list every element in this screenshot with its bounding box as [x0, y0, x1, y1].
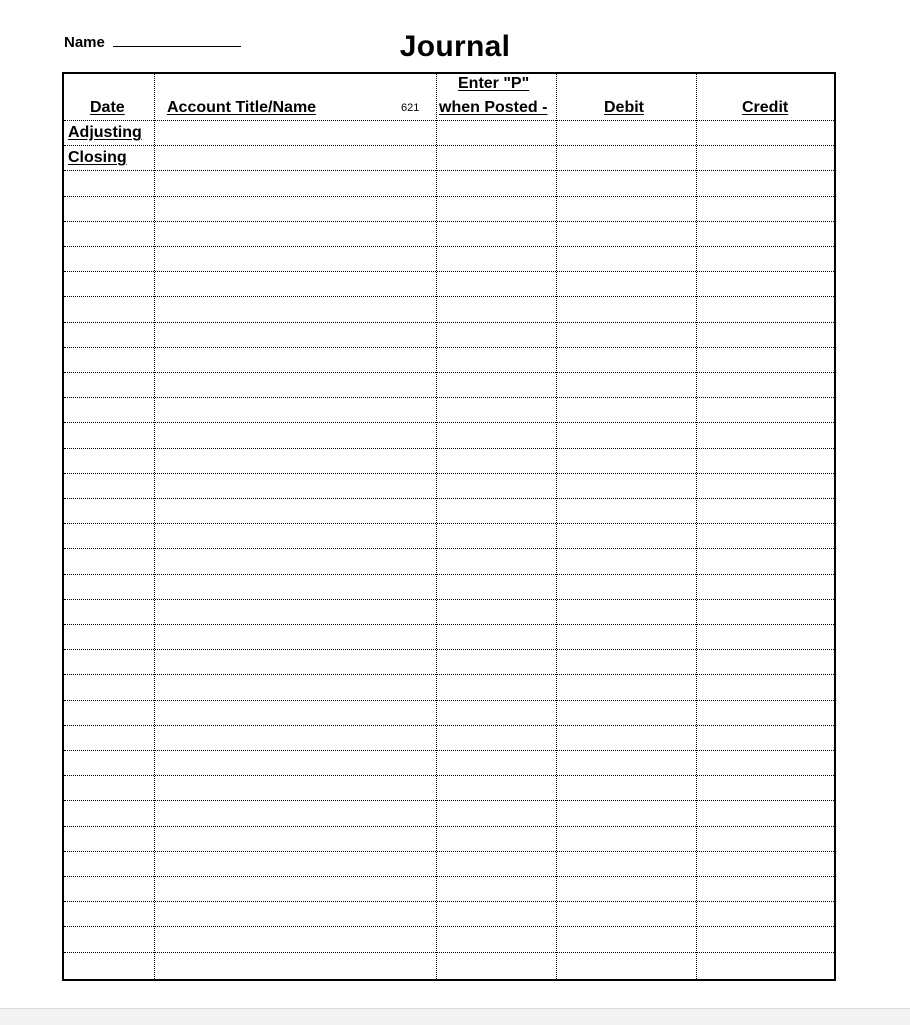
journal-row-rule: [64, 674, 834, 675]
journal-row-rule: [64, 800, 834, 801]
row-label-closing: Closing: [68, 149, 127, 166]
journal-row-rule: [64, 246, 834, 247]
name-label: Name: [64, 34, 105, 51]
journal-row-rule: [64, 120, 834, 121]
journal-row-rule: [64, 322, 834, 323]
journal-row-rule: [64, 448, 834, 449]
journal-row-rule: [64, 372, 834, 373]
journal-row-rule: [64, 851, 834, 852]
journal-row-rule: [64, 876, 834, 877]
journal-row-rule: [64, 347, 834, 348]
journal-row-rule: [64, 145, 834, 146]
journal-row-rule: [64, 926, 834, 927]
journal-row-rule: [64, 196, 834, 197]
column-header-posted-line2: when Posted -: [439, 99, 548, 116]
bottom-scroll-area: [0, 1008, 910, 1025]
column-header-date: Date: [90, 99, 125, 116]
journal-row-rule: [64, 649, 834, 650]
column-divider-date: [154, 74, 155, 979]
journal-row-rule: [64, 952, 834, 953]
journal-row-rule: [64, 422, 834, 423]
journal-row-rule: [64, 700, 834, 701]
page-title: Journal: [399, 30, 511, 63]
column-header-debit: Debit: [604, 99, 644, 116]
journal-table: [62, 72, 836, 981]
journal-row-rule: [64, 548, 834, 549]
row-label-adjusting: Adjusting: [68, 124, 142, 141]
column-divider-debit: [696, 74, 697, 979]
journal-row-rule: [64, 271, 834, 272]
journal-row-rule: [64, 750, 834, 751]
journal-row-rule: [64, 397, 834, 398]
journal-row-rule: [64, 523, 834, 524]
journal-row-rule: [64, 498, 834, 499]
journal-row-rule: [64, 624, 834, 625]
column-header-credit: Credit: [742, 99, 789, 116]
journal-row-rule: [64, 221, 834, 222]
journal-row-rule: [64, 170, 834, 171]
journal-row-rule: [64, 473, 834, 474]
column-header-account: Account Title/Name: [167, 99, 317, 116]
journal-row-rule: [64, 599, 834, 600]
column-divider-account: [436, 74, 437, 979]
journal-row-rule: [64, 725, 834, 726]
column-divider-posted: [556, 74, 557, 979]
journal-row-rule: [64, 574, 834, 575]
journal-row-rule: [64, 826, 834, 827]
journal-row-rule: [64, 775, 834, 776]
column-header-account-note: 621: [401, 102, 420, 114]
journal-row-rule: [64, 296, 834, 297]
journal-row-rule: [64, 901, 834, 902]
column-header-posted-line1: Enter "P": [458, 75, 530, 92]
